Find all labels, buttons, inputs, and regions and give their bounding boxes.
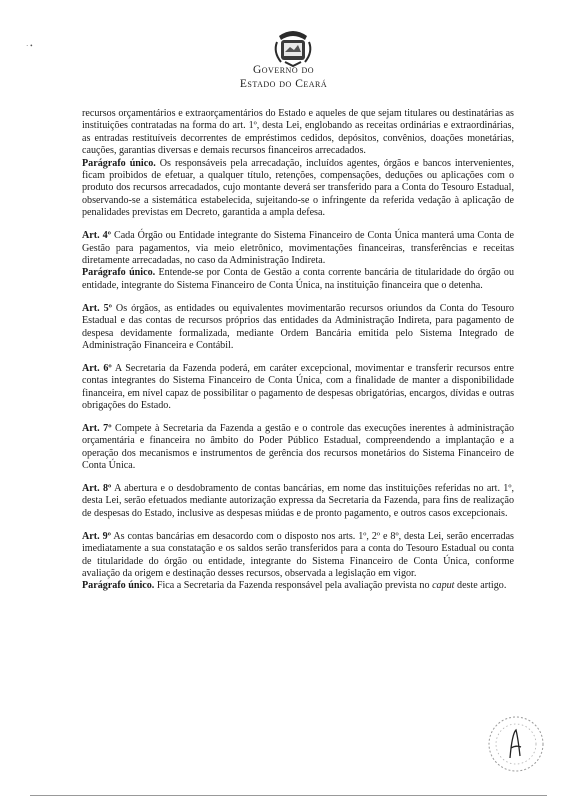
paragraph-0: [82, 108, 514, 158]
paragraph-5: [82, 363, 514, 413]
paragraph-label: Parágrafo único.: [82, 580, 155, 592]
handwritten-initials-icon: [510, 730, 521, 758]
article-label: Art. 8º: [82, 483, 112, 495]
article-label: Art. 7º: [82, 422, 112, 434]
article-label: Art. 9º: [82, 530, 111, 542]
paragraph-text-end: deste artigo.: [454, 580, 507, 592]
paragraph-text: recursos orçamentários e extraorçamentários do Estado e aqueles de que sejam titulares ou destinatárias as instituições contratadas na forma do art. 1º, desta Lei, englobando as receitas ordinárias e extraordinárias, as entradas restituíveis decorrentes de empréstimos cedidos, depósitos, convênios, doações monetárias, cauções, garantias diversas e demais recursos financeiros arrecadados.: [82, 108, 514, 157]
paragraph-text: Compete à Secretaria da Fazenda a gestão e o controle das execuções inerentes à administração orçamentária e financeira no âmbito do Poder Público Estadual, compreendendo a implantação e a operação dos mecanismos e instrumentos de gerência dos recursos monetários do Sistema Financeiro de Conta Única.: [82, 422, 514, 472]
caput-term: caput: [432, 580, 455, 592]
paragraph-text: Entende-se por Conta de Gestão a conta corrente bancária de titularidade do órgão ou entidade, integrante do Sistema Financeiro de Conta Única, na instituição financeira que o detenha.: [82, 267, 514, 291]
header-line1: Governo do: [252, 64, 315, 76]
paragraph-label: Parágrafo único.: [82, 157, 156, 169]
paragraph-4: [82, 303, 514, 353]
article-label: Art. 4º: [82, 230, 111, 242]
paragraph-text: Os responsáveis pela arrecadação, incluídos agentes, órgãos e bancos intervenientes, ficam proibidos de efetuar, a qualquer título, retenções, compensações, deduções ou aplicações com o produto dos recursos arrecadados, cujo montante deverá ser transferido para a Conta do Tesouro Estadual, observando-se a sistemática estabelecida, sujeitando-se o infringente da referida vedação à aplicação de penalidades previstas em Decreto, garantida a ampla defesa.: [82, 157, 514, 219]
paragraph-8: [82, 531, 514, 581]
article-label: Art. 6º: [82, 362, 112, 374]
paragraph-6: [82, 423, 514, 473]
header-line2: Estado do Ceará: [239, 78, 328, 90]
paragraph-text: Fica a Secretaria da Fazenda responsável pela avaliação prevista no: [154, 580, 433, 592]
article-label: Art. 5º: [82, 302, 112, 314]
paragraph-1: [82, 158, 514, 220]
paragraph-2: [82, 230, 514, 267]
assembly-stamp-icon: [484, 712, 548, 776]
paragraph-text: Cada Órgão ou Entidade integrante do Sistema Financeiro de Conta Única manterá uma Conta de Gestão para pagamentos, via meio eletrônico, movimentações financeiras, transferências e receitas diretamente arrecadadas, no caso da Administração Indireta.: [82, 230, 514, 266]
footer-rule: [30, 795, 547, 796]
paragraph-text: A abertura e o desdobramento de contas bancárias, em nome das instituições referidas no art. 1º, desta Lei, serão efetuados mediante autorização expressa da Secretaria da Fazenda, para fins de realização de despesas do Estado, inclusive as despesas miúdas e de pronto pagamento, e outros casos excepcionais.: [82, 483, 514, 519]
paragraph-text: As contas bancárias em desacordo com o disposto nos arts. 1º, 2º e 8º, desta Lei, serão encerradas imediatamente a sua constatação e os saldos serão transferidos para a conta do Tesouro Estadual ou conta de titularidade do órgão ou entidade, integrante do Sistema Financeiro de Conta Única, conforme avaliação da origem e destinação desses recursos, observada a legislação em vigor.: [82, 530, 514, 579]
paragraph-9: [82, 580, 514, 592]
paragraph-label: Parágrafo único.: [82, 267, 156, 279]
paragraph-3: [82, 267, 514, 292]
scan-margin-mark: · •: [26, 42, 33, 50]
document-body: [82, 108, 514, 603]
paragraph-text: A Secretaria da Fazenda poderá, em caráter excepcional, movimentar e transferir recursos entre contas integrantes do Sistema Financeiro de Conta Única, com a finalidade de manter a disponibilidade financeira, em nível capaz de possibilitar o pagamento de despesas obrigatórias, encargos, dívidas e outras obrigações do Estado.: [82, 362, 514, 412]
paragraph-7: [82, 483, 514, 520]
state-coat-of-arms-icon: [271, 22, 315, 68]
paragraph-text: Os órgãos, as entidades ou equivalentes movimentarão recursos oriundos da Conta do Tesouro Estadual e das contas de recursos próprios das entidades da Administração Indireta, para pagamento de despesa devidamente formalizada, mediante Ordem Bancária emitida pelo Sistema Integrado de Administração Financeira e Contábil.: [82, 302, 514, 351]
